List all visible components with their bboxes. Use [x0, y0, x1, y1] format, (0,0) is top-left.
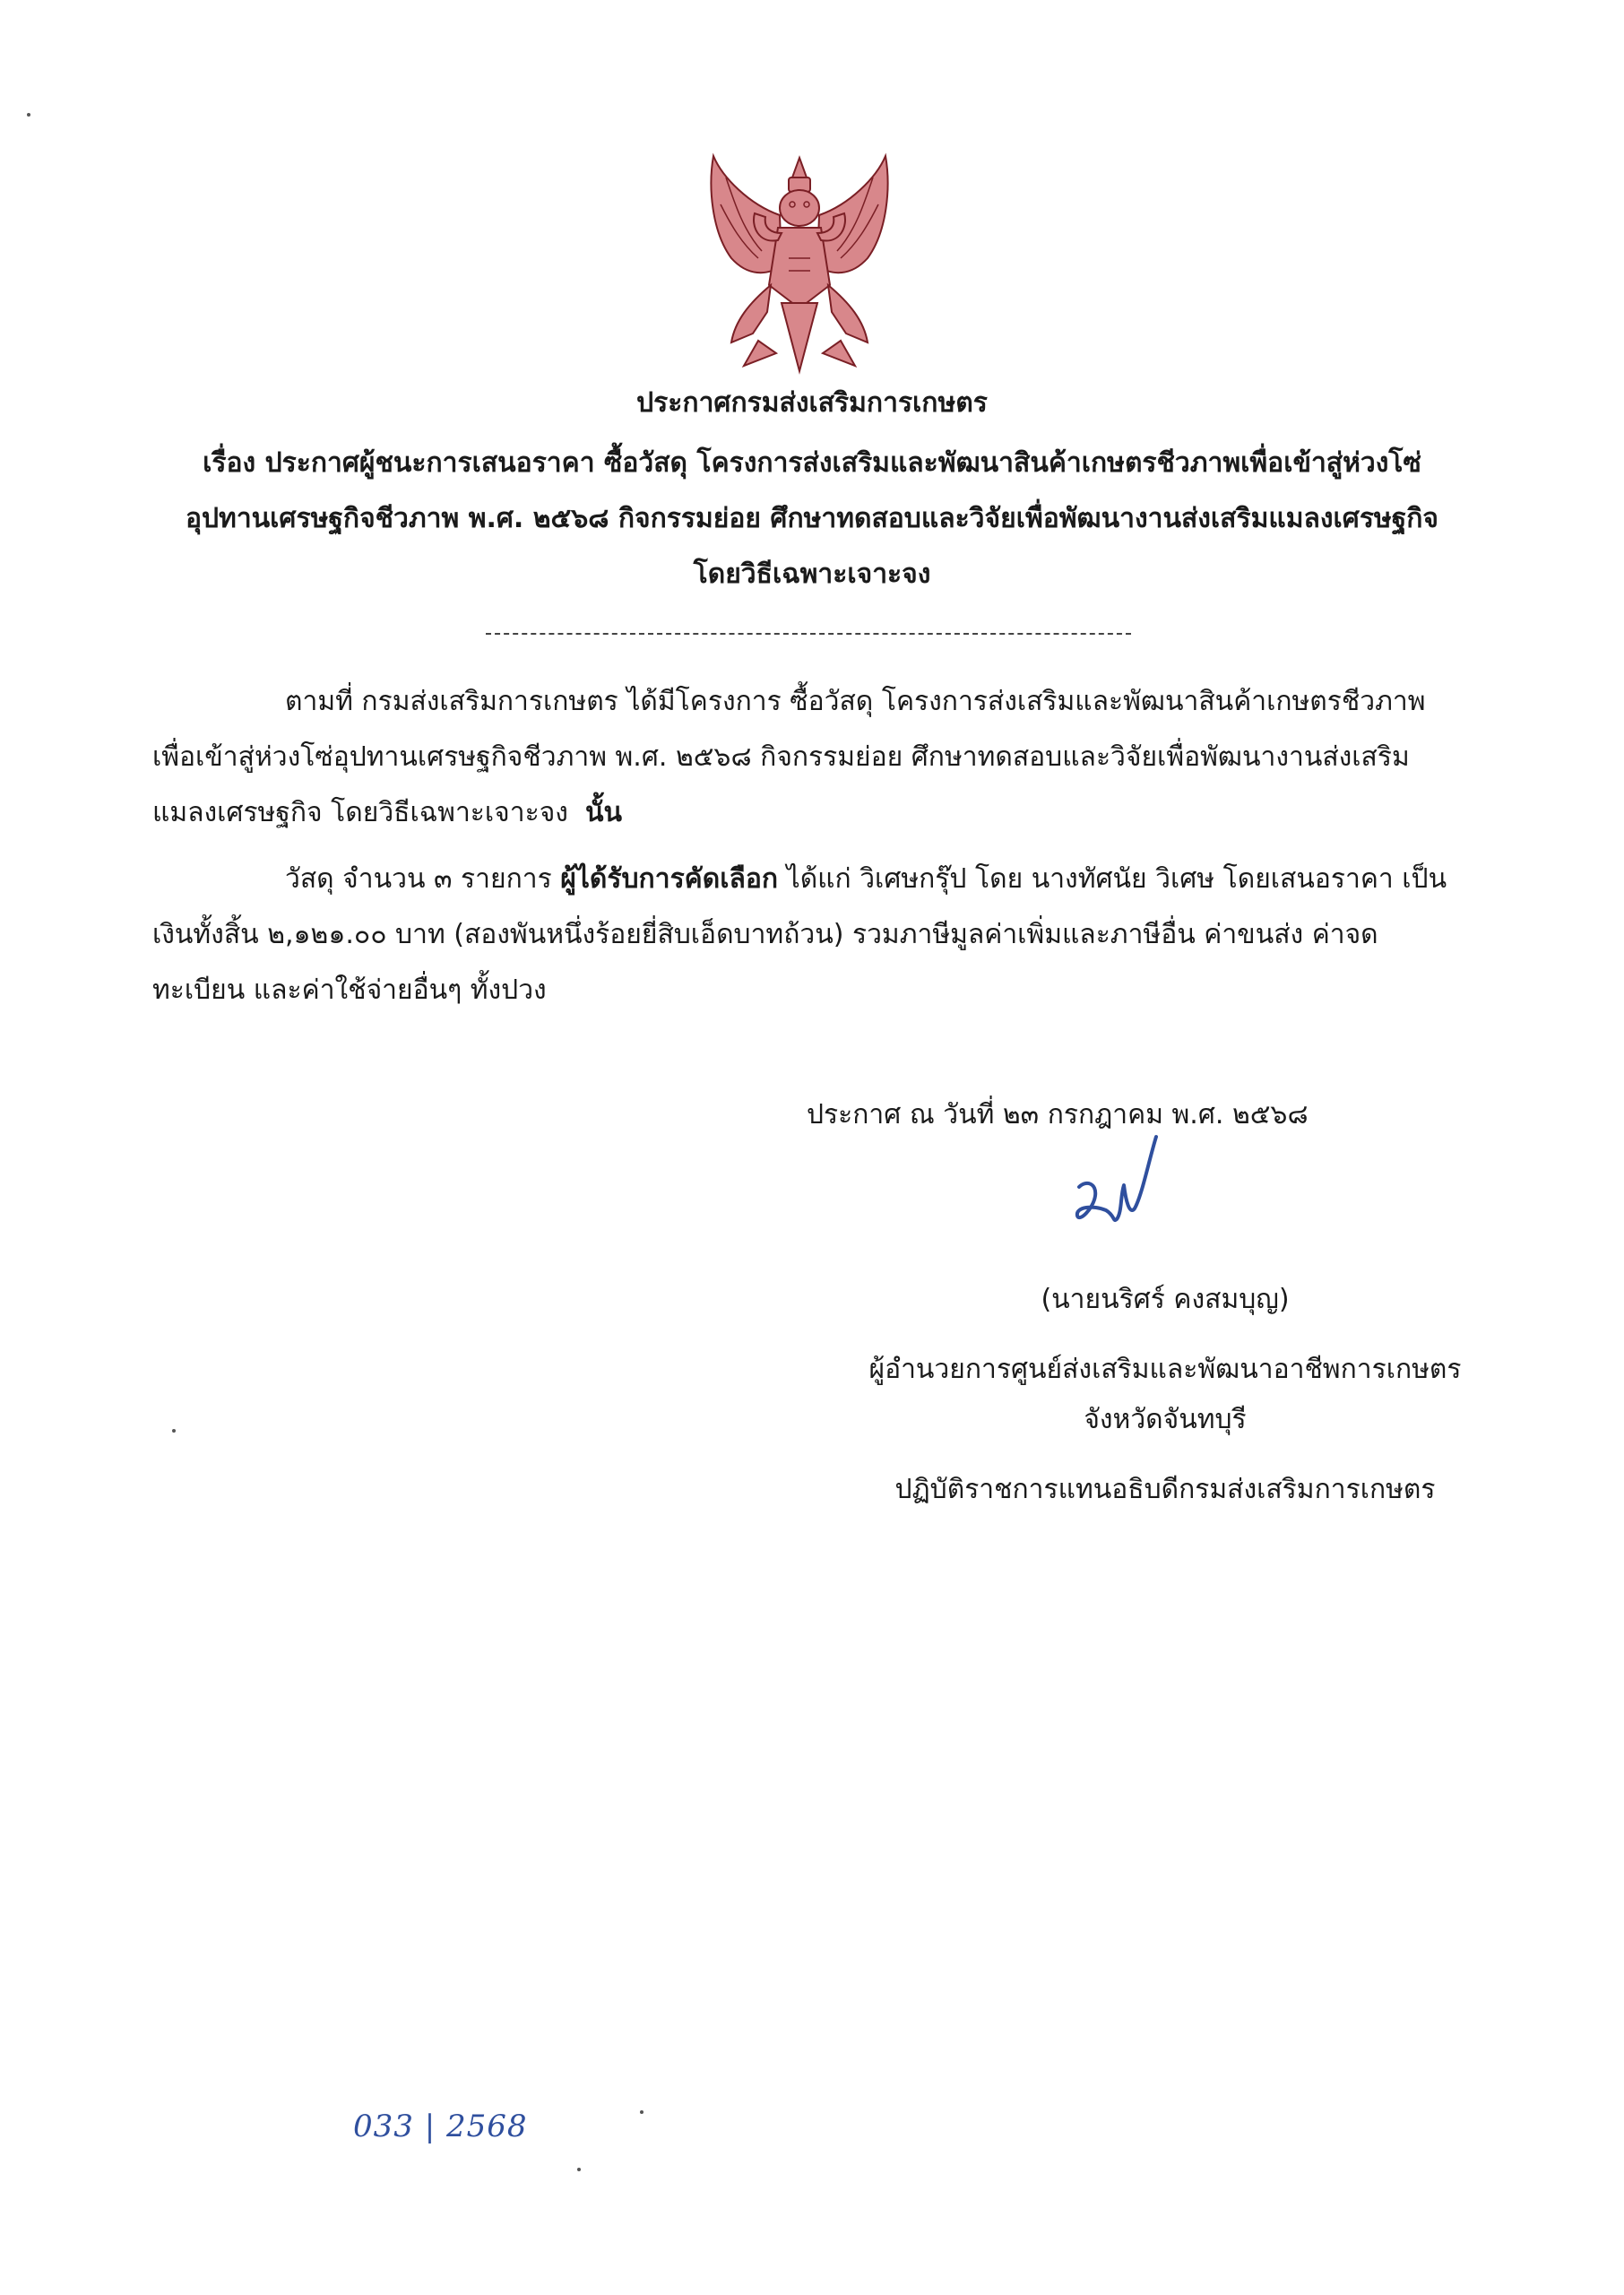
paragraph-1-text: ตามที่ กรมส่งเสริมการเกษตร ได้มีโครงการ ซื้อวัสดุ โครงการส่งเสริมและพัฒนาสินค้าเกษตรชีวภาพเพื่อเข้าสู่ห่วงโซ่อุปทานเศรษฐกิจชีวภาพ พ.ศ. ๒๕๖๘ กิจกรรมย่อย ศึกษาทดสอบและวิจัยเพื่อพัฒนางานส่งเสริมแมลงเศรษฐกิจ โดยวิธีเฉพาะเจาะจง [152, 686, 1426, 828]
subject-heading [125, 436, 1499, 602]
subject-line-2: อุปทานเศรษฐกิจชีวภาพ พ.ศ. ๒๕๖๘ กิจกรรมย่อย ศึกษาทดสอบและวิจัยเพื่อพัฒนางานส่งเสริมแมลงเศรษฐกิจ [185, 503, 1439, 534]
scan-speck [172, 1429, 176, 1433]
subject-line-1: เรื่อง ประกาศผู้ชนะการเสนอราคา ซื้อวัสดุ โครงการส่งเสริมและพัฒนาสินค้าเกษตรชีวภาพเพื่อเข้าสู่ห่วงโซ่ [203, 447, 1421, 479]
body-paragraph-2 [152, 852, 1461, 1018]
garuda-emblem-icon [695, 151, 903, 377]
scan-speck [577, 2168, 581, 2171]
paragraph-2-selected-label: ผู้ได้รับการคัดเลือก [560, 863, 779, 895]
announcement-date: ประกาศ ณ วันที่ ๒๓ กรกฎาคม พ.ศ. ๒๕๖๘ [807, 1099, 1309, 1130]
scan-speck [640, 2110, 644, 2114]
subject-line-3: โดยวิธีเฉพาะเจาะจง [693, 559, 931, 590]
body-paragraph-1 [152, 674, 1461, 841]
signatory-position-1: ผู้อำนวยการศูนย์ส่งเสริมและพัฒนาอาชีพการเกษตร [868, 1354, 1462, 1385]
scan-speck [27, 113, 30, 117]
signatory-position-2: จังหวัดจันทบุรี [1084, 1404, 1247, 1435]
handwritten-reference-number: 033 | 2568 [353, 2109, 528, 2144]
handwritten-signature [1067, 1133, 1165, 1248]
signatory-name: (นายนริศร์ คงสมบุญ) [1041, 1284, 1290, 1315]
signatory-position-3: ปฏิบัติราชการแทนอธิบดีกรมส่งเสริมการเกษตร [894, 1474, 1436, 1505]
paragraph-2-items: วัสดุ จำนวน ๓ รายการ [285, 863, 552, 895]
agency-title: ประกาศกรมส่งเสริมการเกษตร [636, 387, 988, 419]
paragraph-2-winner-details: ได้แก่ วิเศษกรุ๊ป โดย นางทัศนัย วิเศษ โดยเสนอราคา เป็นเงินทั้งสิ้น ๒,๑๒๑.๐๐ บาท (สองพันหนึ่งร้อยยี่สิบเอ็ดบาทถ้วน) รวมภาษีมูลค่าเพิ่มและภาษีอื่น ค่าขนส่ง ค่าจดทะเบียน และค่าใช้จ่ายอื่นๆ ทั้งปวง [152, 863, 1447, 1006]
paragraph-1-end: นั้น [585, 797, 623, 828]
heading-divider [486, 633, 1131, 635]
